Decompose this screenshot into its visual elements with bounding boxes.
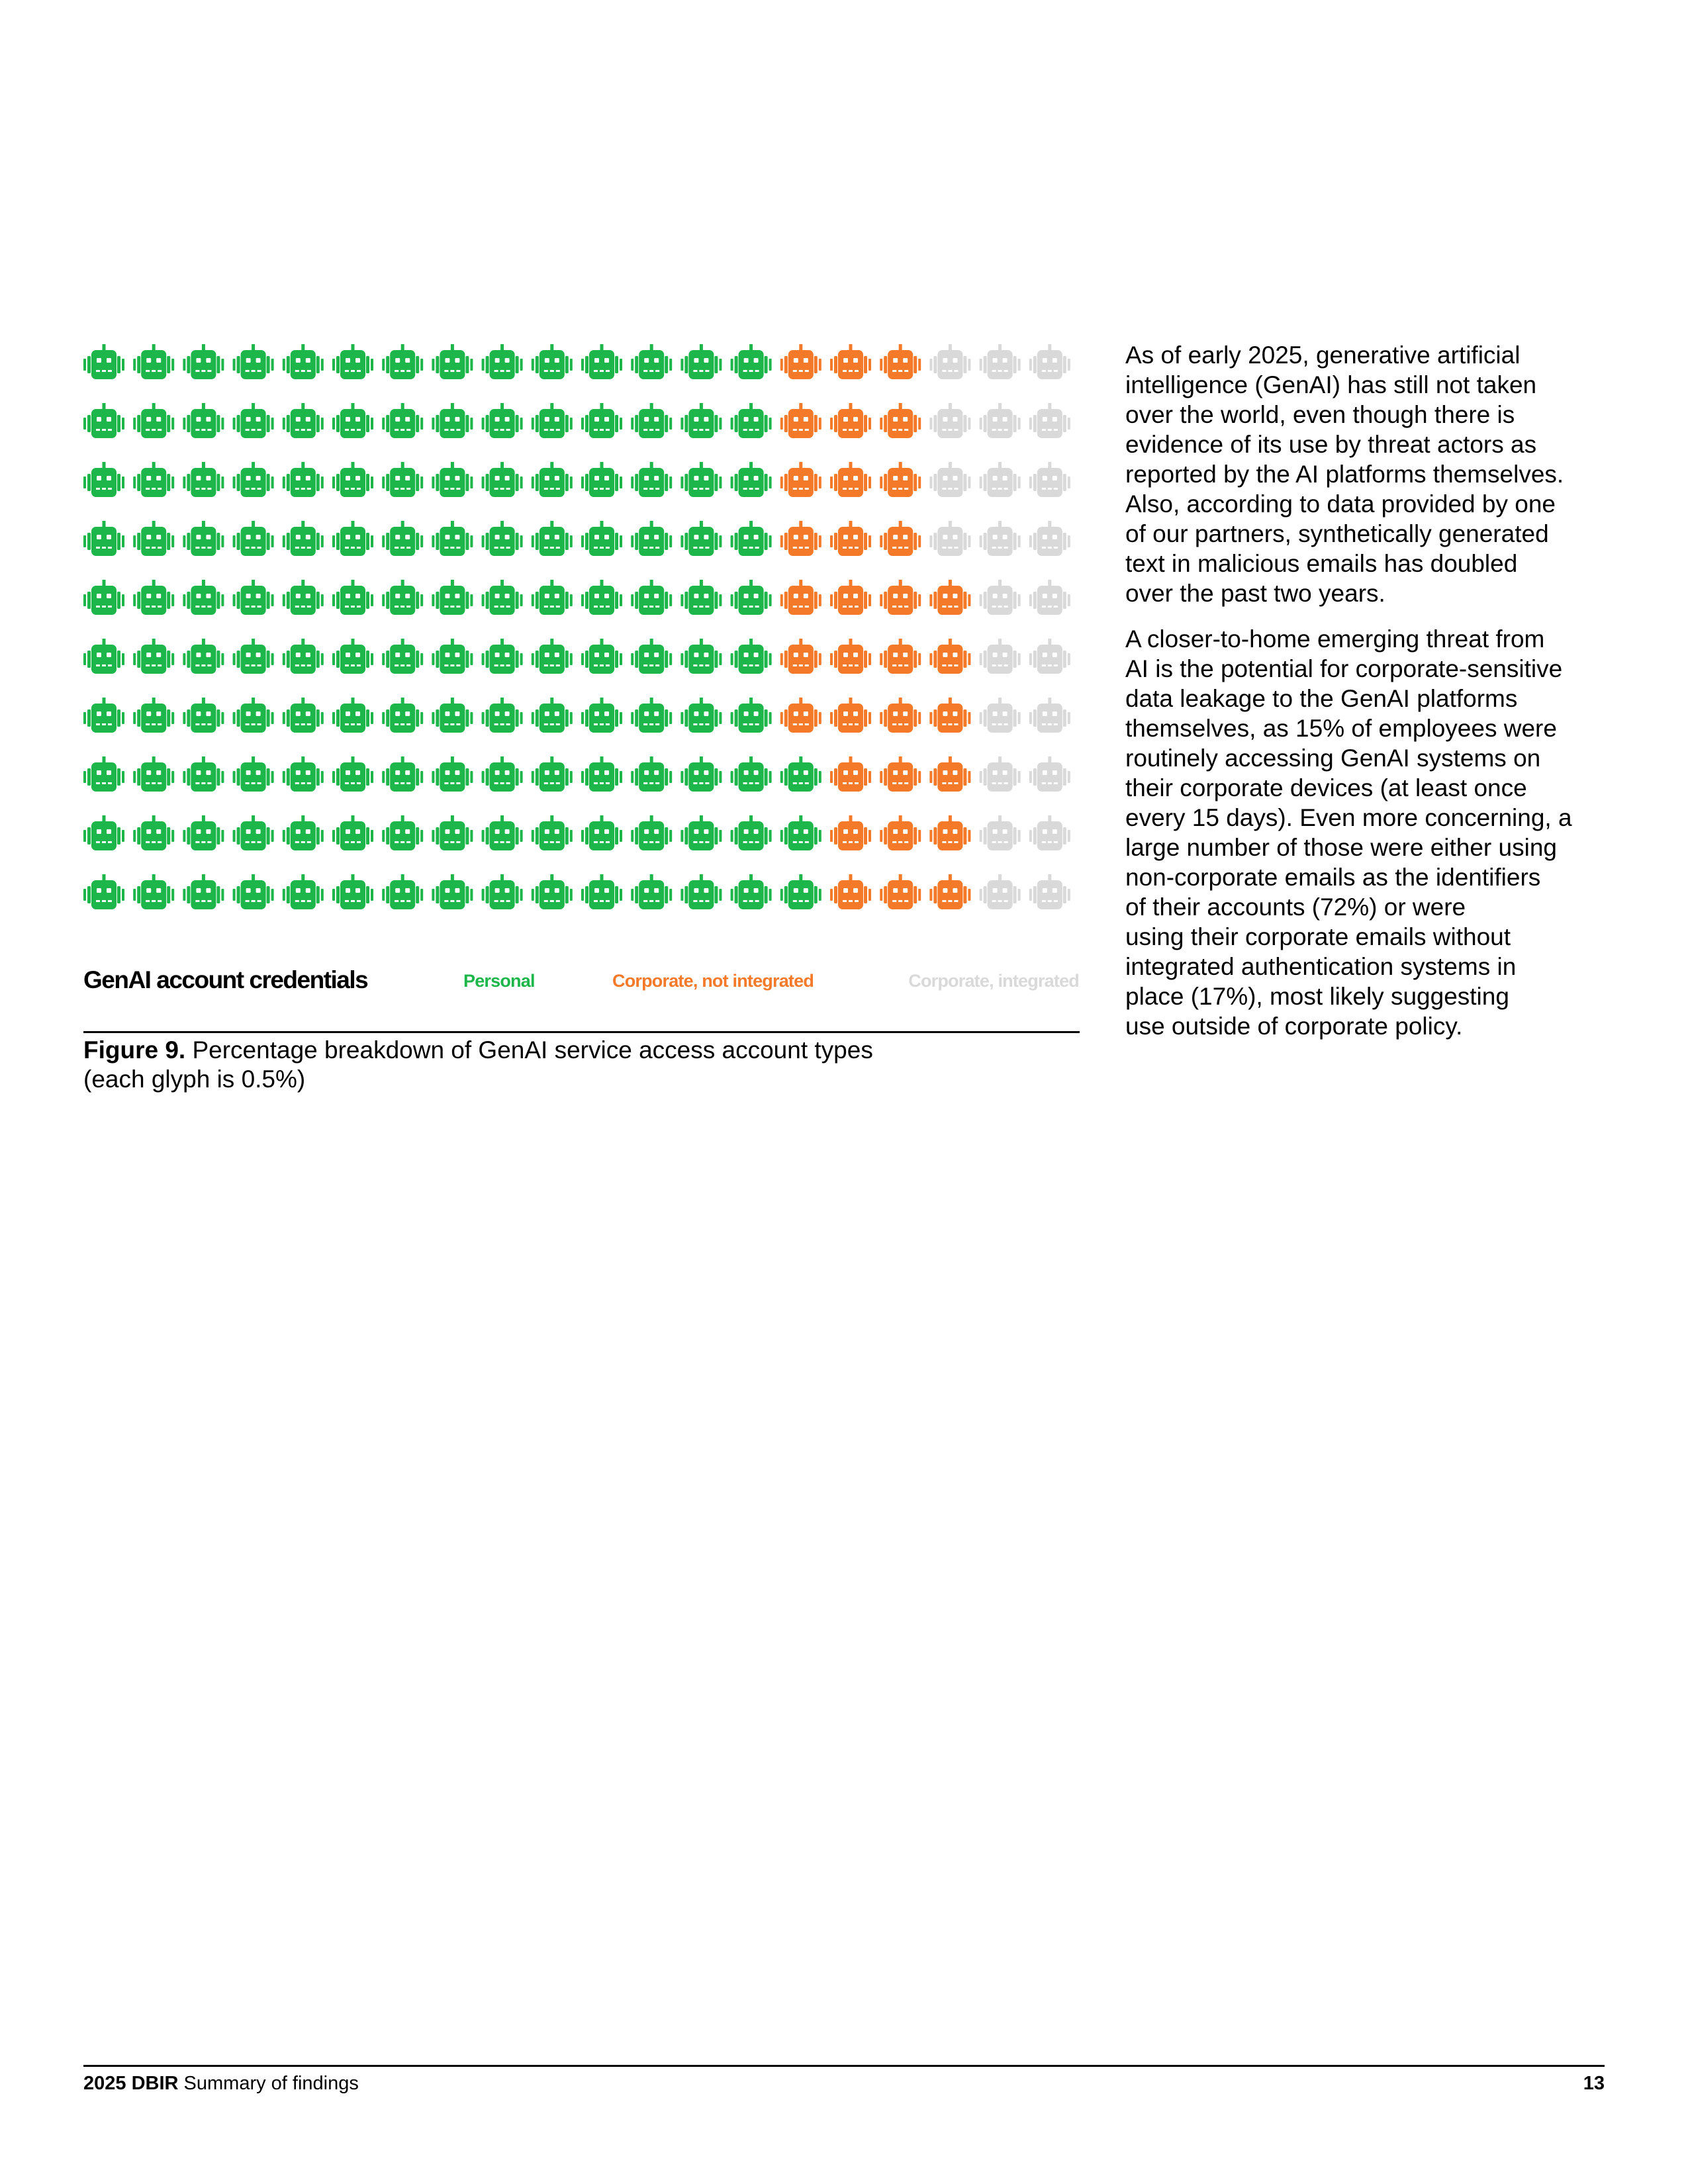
robot-icon [929,462,970,497]
robot-icon [980,580,1021,615]
robot-icon [482,756,523,792]
robot-icon [780,462,821,497]
robot-icon [233,815,274,850]
page-number: 13 [1583,2073,1605,2094]
robot-icon [432,521,473,556]
robot-icon [581,815,622,850]
robot-icon [980,874,1021,909]
figure-divider [83,1031,1080,1033]
robot-icon [980,344,1021,379]
robot-icon [283,815,324,850]
body-paragraph-1: As of early 2025, generative artificial intelligence (GenAI) has still not taken over the world, even though there is evidence of its use by threat actors as reported by the AI platforms themselves. Also, according to data provided by one of our partners, synthetically generated text in malicious emails has doubled over the past two years. [1125,341,1564,607]
robot-icon [532,815,573,850]
robot-icon [382,756,423,792]
robot-icon [332,698,373,733]
robot-icon [880,403,921,438]
robot-icon [880,344,921,379]
robot-icon [332,874,373,909]
robot-icon [680,698,722,733]
robot-icon [233,580,274,615]
robot-icon [631,344,672,379]
robot-icon [133,403,174,438]
footer-title [83,2073,359,2095]
robot-icon [283,756,324,792]
robot-icon [830,874,871,909]
robot-icon [731,698,772,733]
legend-title: GenAI account credentials [83,966,368,993]
robot-icon [482,462,523,497]
robot-icon [332,580,373,615]
robot-icon [482,521,523,556]
robot-icon [83,756,124,792]
robot-icon [631,815,672,850]
robot-icon [382,580,423,615]
robot-icon [830,815,871,850]
robot-icon [482,344,523,379]
figure-caption-note: (each glyph is 0.5%) [83,1066,306,1093]
robot-icon [880,698,921,733]
robot-icon [382,521,423,556]
robot-icon [830,639,871,674]
robot-icon [880,639,921,674]
robot-icon [731,874,772,909]
robot-icon [283,639,324,674]
robot-icon [183,403,224,438]
robot-icon [631,756,672,792]
robot-icon [980,521,1021,556]
robot-icon [332,756,373,792]
robot-icon [929,756,970,792]
robot-icon [980,815,1021,850]
robot-icon [432,698,473,733]
robot-icon [532,698,573,733]
robot-icon [631,580,672,615]
figure-caption-text: Percentage breakdown of GenAI service access account types [192,1036,873,1064]
robot-icon [382,815,423,850]
robot-icon [183,815,224,850]
robot-icon [332,403,373,438]
robot-icon [83,521,124,556]
robot-icon [183,521,224,556]
robot-icon [482,874,523,909]
robot-icon [532,874,573,909]
robot-icon [432,580,473,615]
robot-icon [731,403,772,438]
robot-icon [880,815,921,850]
robot-icon [581,462,622,497]
glyph-chart [83,344,1083,927]
robot-icon [133,874,174,909]
robot-icon [929,580,970,615]
robot-icon [532,403,573,438]
robot-icon [233,344,274,379]
robot-icon [233,521,274,556]
robot-icon [532,344,573,379]
robot-icon [780,698,821,733]
robot-icon [880,521,921,556]
robot-icon [432,403,473,438]
robot-icon [929,639,970,674]
robot-icon [631,403,672,438]
robot-icon [631,698,672,733]
robot-icon [680,344,722,379]
robot-icon [1029,756,1070,792]
robot-icon [83,580,124,615]
robot-icon [1029,344,1070,379]
robot-icon [283,403,324,438]
robot-icon [432,462,473,497]
robot-icon [680,403,722,438]
robot-icon [133,580,174,615]
robot-icon [83,874,124,909]
robot-icon [183,462,224,497]
robot-icon [780,639,821,674]
robot-icon [680,521,722,556]
robot-icon [283,462,324,497]
robot-icon [1029,639,1070,674]
robot-icon [880,756,921,792]
robot-icon [731,580,772,615]
robot-icon [631,874,672,909]
robot-icon [880,580,921,615]
robot-icon [283,344,324,379]
robot-icon [233,698,274,733]
robot-icon [680,462,722,497]
robot-icon [880,462,921,497]
robot-icon [183,580,224,615]
robot-icon [631,462,672,497]
robot-icon [133,521,174,556]
robot-icon [382,874,423,909]
body-paragraph-2: A closer-to-home emerging threat from AI is the potential for corporate-sensitive data leakage to the GenAI platforms themselves, as 15% of employees were routinely accessing GenAI systems on their corporate devices (at least once every 15 days). Even more concerning, a large number of those were either using non-corporate emails as the identifiers of their accounts (72%) or were using their corporate emails without integrated authentication systems in place (17%), most likely suggesting use outside of corporate policy. [1125,625,1572,1040]
robot-icon [482,698,523,733]
robot-icon [929,344,970,379]
body-text [1125,340,1609,1057]
robot-icon [1029,815,1070,850]
robot-icon [581,639,622,674]
robot-icon [432,815,473,850]
robot-icon [233,462,274,497]
robot-icon [382,462,423,497]
robot-icon [780,521,821,556]
robot-icon [183,874,224,909]
robot-icon [233,756,274,792]
robot-icon [780,580,821,615]
robot-icon [1029,874,1070,909]
robot-icon [731,521,772,556]
robot-icon [183,639,224,674]
robot-icon [332,815,373,850]
robot-icon [980,756,1021,792]
robot-icon [780,874,821,909]
robot-icon [133,815,174,850]
robot-icon [581,756,622,792]
robot-icon [830,462,871,497]
robot-icon [532,756,573,792]
robot-icon [83,403,124,438]
robot-icon [83,462,124,497]
robot-icon [581,521,622,556]
robot-icon [780,815,821,850]
legend-personal: Personal [463,971,535,991]
robot-icon [581,580,622,615]
robot-icon [980,639,1021,674]
robot-icon [830,698,871,733]
robot-icon [432,344,473,379]
robot-icon [482,815,523,850]
robot-icon [83,639,124,674]
robot-icon [532,521,573,556]
robot-icon [929,815,970,850]
robot-icon [830,580,871,615]
robot-icon [581,874,622,909]
robot-icon [731,639,772,674]
robot-icon [880,874,921,909]
robot-icon [532,462,573,497]
robot-icon [631,521,672,556]
robot-icon [1029,462,1070,497]
footer-report: 2025 DBIR [83,2073,179,2094]
robot-icon [830,756,871,792]
robot-icon [1029,521,1070,556]
robot-icon [133,756,174,792]
robot-icon [830,344,871,379]
footer-section: Summary of findings [183,2073,359,2094]
figure-caption [83,1036,1043,1094]
robot-icon [680,639,722,674]
robot-icon [780,344,821,379]
robot-icon [929,698,970,733]
robot-icon [731,815,772,850]
robot-icon [731,462,772,497]
robot-icon [482,580,523,615]
robot-icon [532,639,573,674]
robot-icon [283,874,324,909]
robot-icon [332,462,373,497]
robot-icon [332,521,373,556]
robot-icon [133,698,174,733]
legend-corporate-not-integrated: Corporate, not integrated [612,971,814,991]
robot-icon [482,639,523,674]
robot-icon [133,344,174,379]
robot-icon [283,521,324,556]
robot-icon [1029,580,1070,615]
robot-icon [332,639,373,674]
robot-icon [382,403,423,438]
robot-icon [780,403,821,438]
robot-icon [780,756,821,792]
robot-icon [382,344,423,379]
legend-corporate-integrated: Corporate, integrated [908,971,1079,991]
robot-icon [83,815,124,850]
robot-icon [680,580,722,615]
figure-label: Figure 9. [83,1036,186,1064]
robot-icon [581,698,622,733]
robot-icon [482,403,523,438]
robot-icon [980,698,1021,733]
robot-icon [382,698,423,733]
robot-icon [183,344,224,379]
robot-icon [680,815,722,850]
robot-icon [830,403,871,438]
robot-icon [680,874,722,909]
robot-icon [929,403,970,438]
footer-divider [83,2065,1605,2067]
robot-icon [581,403,622,438]
robot-icon [332,344,373,379]
robot-icon [133,639,174,674]
robot-icon [929,521,970,556]
robot-icon [929,874,970,909]
robot-icon [432,874,473,909]
robot-icon [183,698,224,733]
robot-icon [731,344,772,379]
robot-icon [432,756,473,792]
robot-icon [731,756,772,792]
robot-icon [432,639,473,674]
robot-icon [382,639,423,674]
robot-icon [83,698,124,733]
robot-icon [680,756,722,792]
robot-icon [283,580,324,615]
robot-icon [133,462,174,497]
robot-icon [233,639,274,674]
robot-icon [581,344,622,379]
robot-icon [1029,403,1070,438]
robot-icon [183,756,224,792]
robot-icon [830,521,871,556]
robot-icon [631,639,672,674]
robot-icon [980,462,1021,497]
robot-icon [283,698,324,733]
robot-icon [83,344,124,379]
robot-icon [980,403,1021,438]
robot-icon [233,874,274,909]
robot-icon [532,580,573,615]
robot-icon [1029,698,1070,733]
robot-icon [233,403,274,438]
